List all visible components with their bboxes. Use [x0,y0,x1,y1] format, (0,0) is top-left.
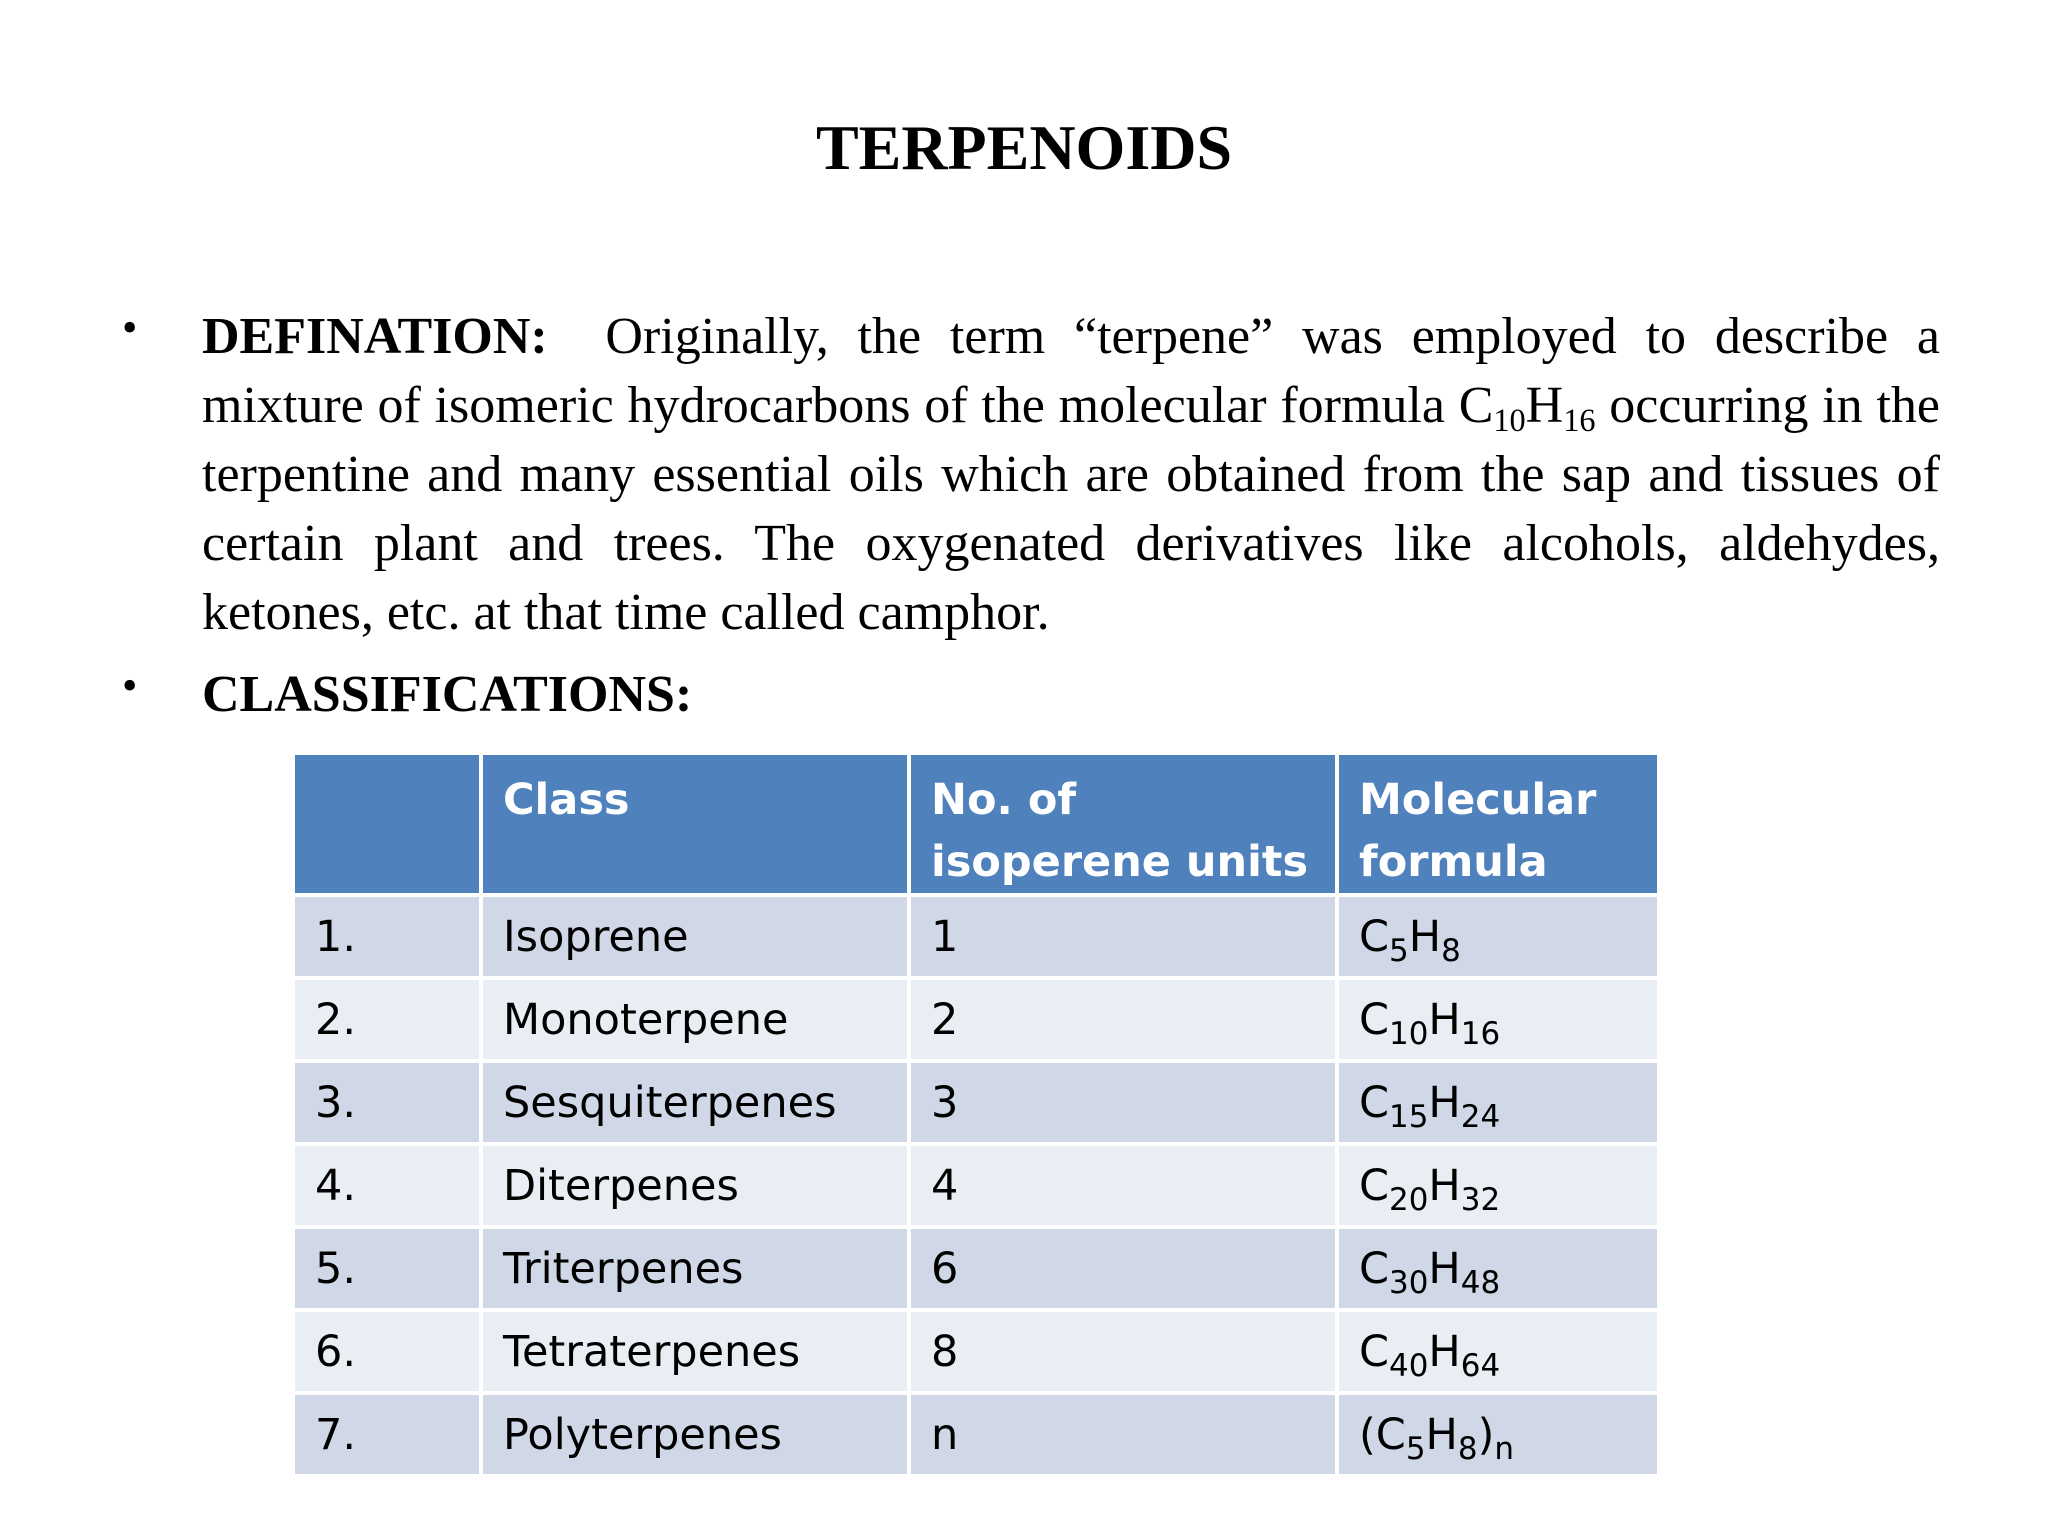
formula-outer-subscript: n [1494,1430,1514,1467]
row-number: 3. [293,1061,481,1144]
table-row [293,1061,1659,1144]
slide-title: TERPENOIDS [815,112,1233,183]
formula-h-subscript: 16 [1460,1015,1501,1052]
formula-h-subscript: 32 [1460,1181,1501,1218]
row-class: Tetraterpenes [481,1310,909,1393]
row-molecular-formula: $C_{30}H_{48}$ [1337,1227,1659,1310]
table-row [293,895,1659,978]
row-molecular-formula: $C_{15}H_{24}$ [1337,1061,1659,1144]
row-class: Triterpenes [481,1227,909,1310]
terpene-classification-table [291,751,1661,1478]
row-isoprene-units: 1 [909,895,1337,978]
formula-h-subscript: 8 [1457,1430,1478,1467]
table-row [293,1227,1659,1310]
row-molecular-formula: $C_{20}H_{32}$ [1337,1144,1659,1227]
formula-open: ( [1359,1409,1376,1460]
bullet-point-icon: • [122,303,138,352]
row-class: Polyterpenes [481,1393,909,1476]
row-isoprene-units: n [909,1393,1337,1476]
table-row [293,1393,1659,1476]
bullet-point-icon: • [122,661,138,710]
row-isoprene-units: 4 [909,1144,1337,1227]
formula-h-subscript: 48 [1460,1264,1501,1301]
header-isoprene-units: No. of isoperene units [909,753,1337,895]
row-class: Diterpenes [481,1144,909,1227]
formula-c-subscript: 15 [1389,1098,1429,1135]
definition-formula [1458,377,1596,439]
row-number: 7. [293,1393,481,1476]
formula-c-subscript: 40 [1389,1347,1429,1384]
formula-c-subscript: 5 [1389,932,1409,969]
row-isoprene-units: 8 [909,1310,1337,1393]
formula-c: C [1458,377,1494,434]
formula-c-subscript: 5 [1405,1430,1426,1467]
formula-h-subscript: 24 [1460,1098,1501,1135]
table-row [293,1144,1659,1227]
definition-paragraph [202,302,1940,647]
table-body [293,895,1659,1476]
formula-c-subscript: 10 [1493,402,1526,439]
definition-text-before: Originally, the term “terpene” was employed to describe a mixture of isomeric hydrocarbons of the molecular formula [202,308,1940,434]
table-row [293,1310,1659,1393]
row-number: 6. [293,1310,481,1393]
row-isoprene-units: 2 [909,978,1337,1061]
formula-c-subscript: 20 [1389,1181,1429,1218]
row-molecular-formula: $C_{40}H_{64}$ [1337,1310,1659,1393]
formula-h-subscript: 64 [1460,1347,1501,1384]
row-isoprene-units: 6 [909,1227,1337,1310]
row-isoprene-units: 3 [909,1061,1337,1144]
definition-text-after: occurring in the terpentine and many essential oils which are obtained from the sap and tissues of certain plant and trees. The oxygenated derivatives like alcohols, aldehydes, ketones, etc. at that time called camphor. [202,377,1940,641]
table-header-row [293,753,1659,895]
formula-h-subscript: 8 [1441,932,1461,969]
row-molecular-formula: $C_5H_8$ [1337,895,1659,978]
row-class: Sesquiterpenes [481,1061,909,1144]
formula-c-subscript: 10 [1389,1015,1429,1052]
row-number: 5. [293,1227,481,1310]
table-row [293,978,1659,1061]
formula-c-subscript: 30 [1389,1264,1429,1301]
header-class: Class [481,753,909,895]
row-class: Isoprene [481,895,909,978]
row-number: 2. [293,978,481,1061]
row-class: Monoterpene [481,978,909,1061]
formula-h-subscript: 16 [1563,402,1596,439]
row-number: 1. [293,895,481,978]
definition-label: DEFINATION: [202,308,548,365]
header-number [293,753,481,895]
classifications-label: CLASSIFICATIONS: [202,666,693,723]
formula-h: H [1525,377,1564,434]
formula-close: ) [1477,1409,1495,1460]
row-number: 4. [293,1144,481,1227]
header-molecular-formula: Molecular formula [1337,753,1659,895]
row-molecular-formula: $C_{10}H_{16}$ [1337,978,1659,1061]
row-molecular-formula: $(C_5H_8)_n$ [1337,1393,1659,1476]
